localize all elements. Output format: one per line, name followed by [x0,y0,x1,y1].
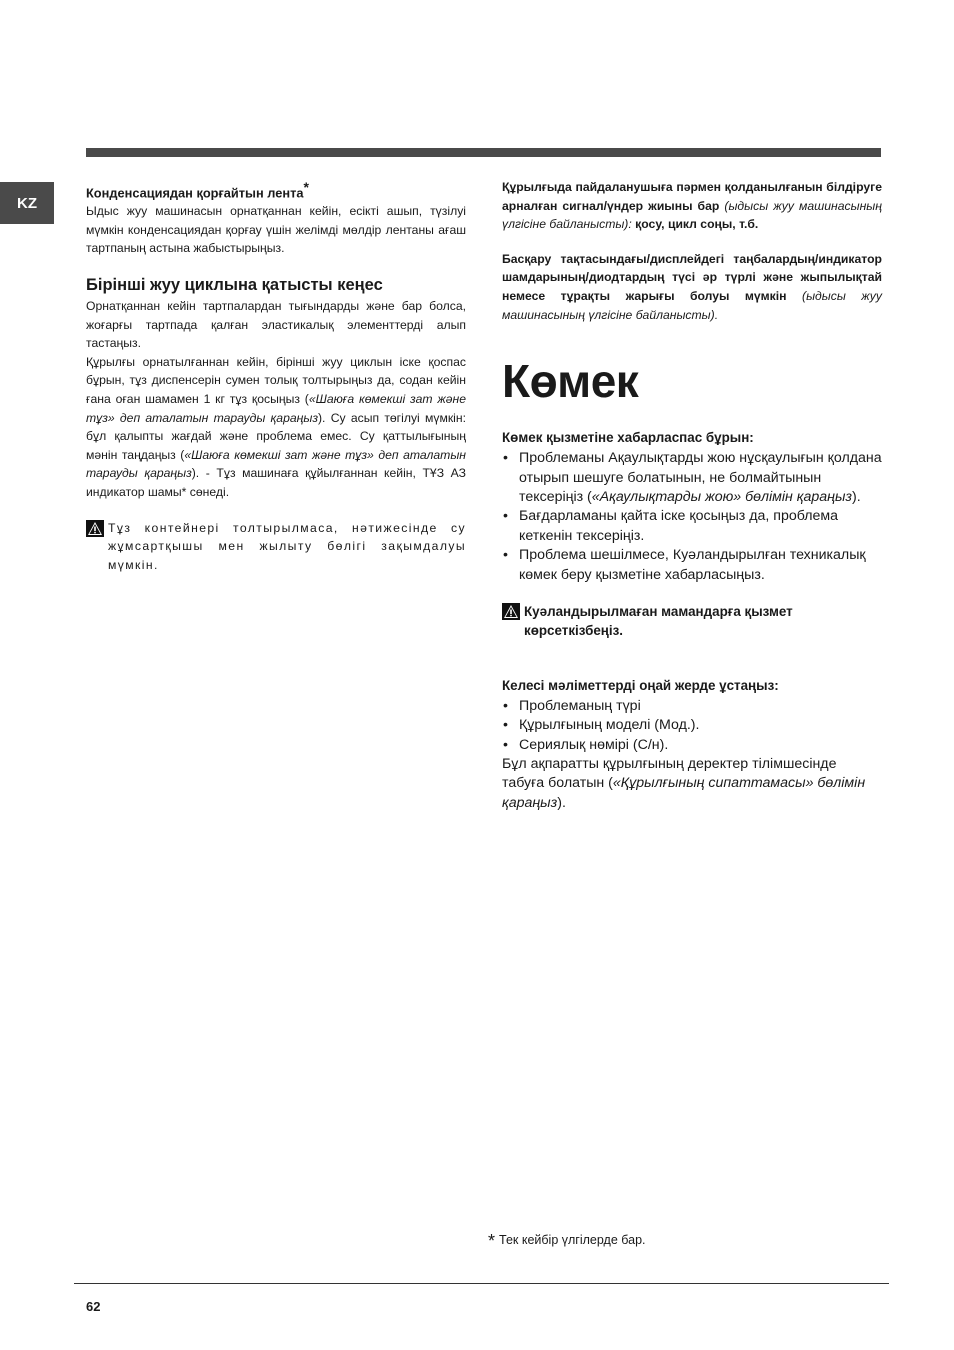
left-column [86,178,466,574]
signals-paragraph: Құрылғыда пайдаланушыға пәрмен қолданылғанын білдіруге арналған сигнал/үндер жиыны бар (ыдысы жуу машинасының үлгісіне байланысты): қосу, цикл соңы, т.б. [502,180,882,232]
list-item: • Сериялық нөмірі (С/н). [502,736,882,755]
language-label: KZ [17,194,37,212]
right-column [502,178,882,813]
list-item: • Проблема шешілмесе, Куәландырылған техникалық көмек беру қызметіне хабарласыңыз. [502,546,882,585]
list-item: • Проблеманы Ақаулықтарды жою нұсқаулығын қолдана отырып шешуге болатынын, не болмайтынын тексеріңіз («Ақаулықтарды жою» бөлімін қараңыз). [502,449,882,507]
first-cycle-heading: Бірінші жуу циклына қатысты кеңес [86,276,383,295]
keep-info-list [502,697,882,755]
footer-rule [74,1283,889,1284]
footnote: * Тек кейбір үлгілерде бар. [488,1231,646,1251]
keep-info-text: Бұл ақпаратты құрылғының деректер тілімшесінде табуға болатын («Құрылғының сипаттамасы» бөлімін қараңыз). [502,756,866,811]
salt-warning: Тұз контейнері толтырылмаса, нәтижесінде су жұмсартқышы мен жылыту бөлігі зақымдалуы мүмкін. [86,519,466,575]
warning-icon [86,520,104,537]
first-cycle-paragraph-1: Орнатқаннан кейін тартпалардан тығындарды және бар болса, жоғарғы тартпада қалған эластикалық элементтерді алып тастаңыз. [86,299,466,351]
keep-info-heading: Келесі мәліметтерді оңай жерде ұстаңыз: [502,677,779,693]
before-contact-heading: Көмек қызметіне хабарласпас бұрын: [502,430,754,446]
condensation-heading: Конденсациядан қорғайтын лента* [86,179,309,201]
header-rule [86,148,881,157]
page-number: 62 [86,1299,101,1314]
first-cycle-paragraph-2: Құрылғы орнатылғаннан кейін, бірінші жуу циклын іске қоспас бұрын, тұз диспенсерін сумен толық толтырыңыз да, содан кейін ғана оған шамамен 1 кг тұз қосыңыз («Шаюға көмекші зат және тұз» деп аталатын тарауды қараңыз). Су асып төгілуі мүмкін: бұл қалыпты жағдай және проблема емес. Су қаттылығының мәнін таңдаңыз («Шаюға көмекші зат және тұз» деп аталатын тарауды қараңыз). - Тұз машинаға құйылғаннан кейін, ТҰЗ АЗ индикатор шамы* сөнеді. [86,354,467,499]
list-item: • Бағдарламаны қайта іске қосыңыз да, проблема кеткенін тексеріңіз. [502,507,882,546]
before-contact-list [502,449,882,585]
asterisk-mark: * [303,179,309,195]
indicators-paragraph: Басқару тақтасындағы/дисплейдегі таңбалардың/индикатор шамдарының/диодтардың түсі әр түрлі және жыпылықтай немесе тұрақты жарығы болуы мүмкін (ыдысы жуу машинасының үлгісіне байланысты). [502,251,882,322]
help-title: Көмек [502,355,639,408]
service-warning: Куәландырылмаған мамандарға қызмет көрсеткізбеңіз. [502,602,882,643]
list-item: • Құрылғының моделі (Мод.). [502,716,882,735]
language-tab [0,182,54,224]
list-item: • Проблеманың түрі [502,697,882,716]
condensation-text: Ыдыс жуу машинасын орнатқаннан кейін, есікті ашып, түзілуі мүмкін конденсациядан қорғау үшін желімді мөлдір лентаны ағаш тартпаның астына жабыстырыңыз. [86,204,466,256]
asterisk-mark: * [488,1231,496,1251]
warning-icon [502,603,520,620]
